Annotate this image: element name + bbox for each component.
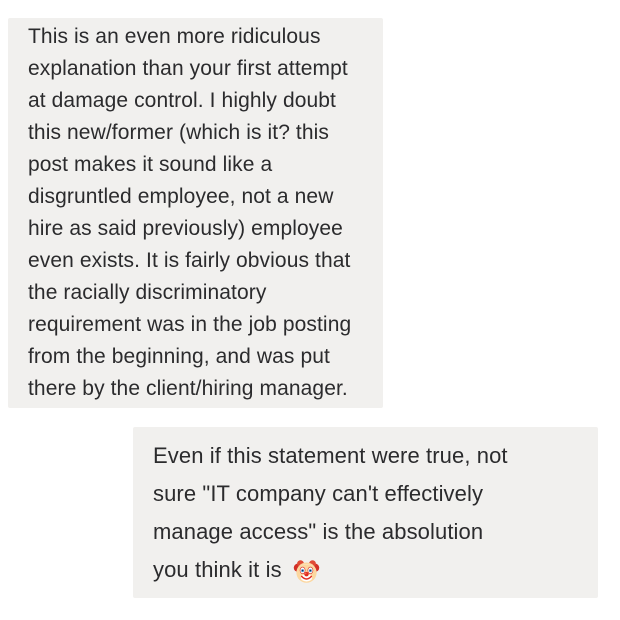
message-line: requirement was in the job posting <box>28 313 352 336</box>
message-line: disgruntled employee, not a new <box>28 185 334 208</box>
message-line: there by the client/hiring manager. <box>28 377 348 400</box>
message-line: this new/former (which is it? this <box>28 121 329 144</box>
message-line: post makes it sound like a <box>28 153 273 176</box>
message-line-text: you think it is <box>153 557 282 582</box>
message-line: sure "IT company can't effectively <box>153 481 484 506</box>
message-bubble-received[interactable] <box>8 18 383 408</box>
message-line <box>153 551 578 589</box>
message-line: hire as said previously) employee <box>28 217 343 240</box>
message-line: This is an even more ridiculous <box>28 25 321 48</box>
message-bubble-reply[interactable] <box>133 427 598 598</box>
message-line: Even if this statement were true, not <box>153 443 508 468</box>
message-line: explanation than your first attempt <box>28 57 348 80</box>
message-line: at damage control. I highly doubt <box>28 89 336 112</box>
message-line: even exists. It is fairly obvious that <box>28 249 351 272</box>
clown-face-emoji <box>293 558 320 585</box>
message-line: from the beginning, and was put <box>28 345 330 368</box>
message-line: manage access" is the absolution <box>153 519 484 544</box>
message-line: the racially discriminatory <box>28 281 267 304</box>
